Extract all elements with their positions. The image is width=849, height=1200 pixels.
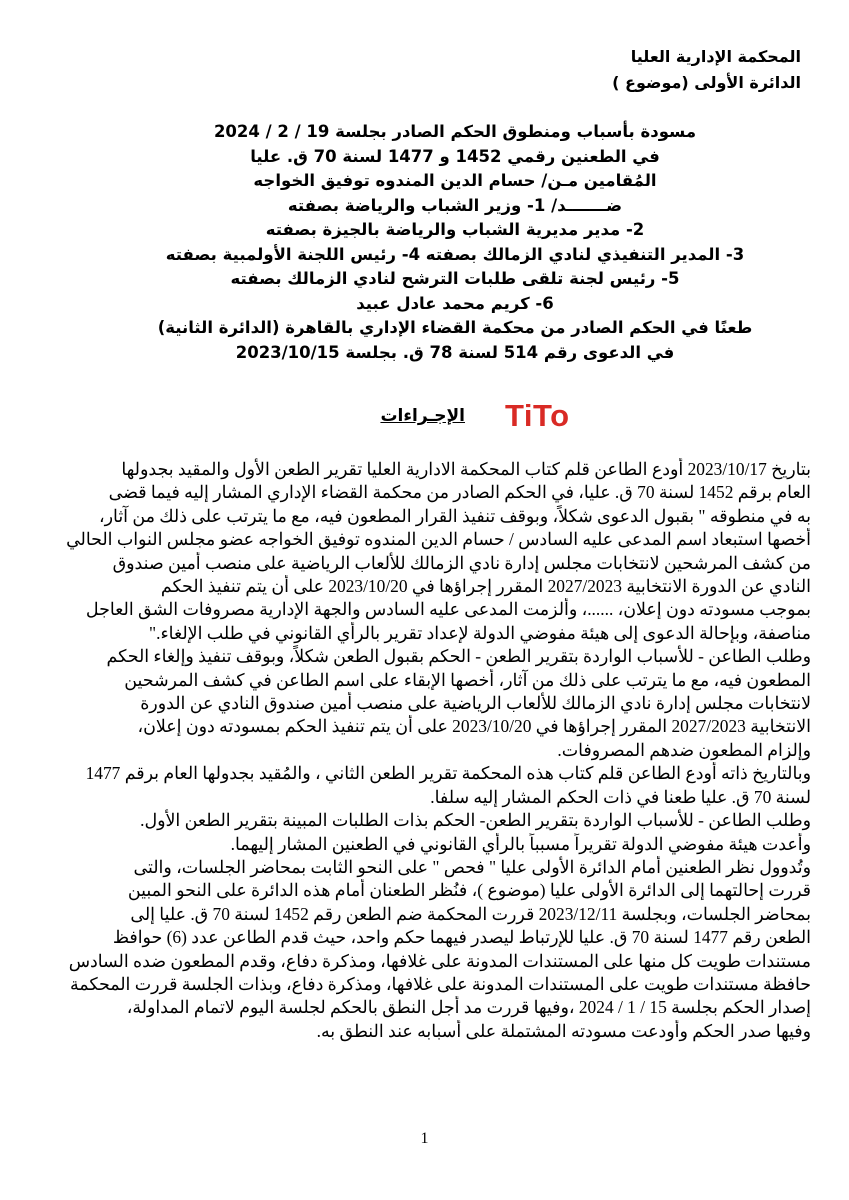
body-line: لانتخابات مجلس إدارة نادي الزمالك للألعاب الرياضية على منصب أمين صندوق النادي عن الدورة bbox=[140, 693, 811, 714]
case-line: المُقامين مـن/ حسام الدين المندوه توفيق الخواجه bbox=[253, 171, 657, 190]
case-line: 6- كريم محمد عادل عبيد bbox=[356, 293, 554, 313]
body-line: أخصها استبعاد اسم المدعى عليه السادس / حسام الدين المندوه توفيق الخواجه عضو مجلس النواب الحالي bbox=[66, 529, 811, 550]
procedures-heading-row bbox=[0, 398, 849, 438]
body-line: إصدار الحكم بجلسة 15 / 1 / 2024 ،وفيها قررت مد أجل النطق بالحكم لجلسة اليوم لاتمام المداولة، bbox=[126, 997, 811, 1018]
body-line: مستندات طويت كل منها على المستندات المدونة على غلافها، ومذكرة دفاع، وقدم المطعون ضده السادس bbox=[68, 950, 811, 971]
case-details bbox=[150, 120, 760, 365]
body-line: الانتخابية 2027/2023 المقرر إجراؤها في 2023/10/20 على أن يتم تنفيذ الحكم بمسودته دون إعلان، bbox=[137, 716, 811, 737]
body-line: حافظة مستندات طويت على المستندات المدونة على غلافها، ومذكرة دفاع، وبذات الجلسة قررت المحكمة bbox=[69, 973, 811, 994]
case-line: طعنًا في الحكم الصادر من محكمة القضاء الإداري بالقاهرة (الدائرة الثانية) bbox=[157, 318, 753, 337]
body-line: وإلزام المطعون ضدهم المصروفات. bbox=[557, 739, 811, 760]
circuit-name: الدائرة الأولى (موضوع ) bbox=[612, 73, 801, 92]
court-header bbox=[401, 44, 801, 96]
procedures-body bbox=[40, 458, 811, 1043]
body-line: به في منطوقه " بقبول الدعوى شكلاً، وبوقف تنفيذ القرار المطعون فيه، مع ما يترتب على ذلك من آثار، bbox=[99, 505, 811, 526]
case-line: 5- رئيس لجنة تلقى طلبات الترشح لنادي الزمالك بصفته bbox=[230, 269, 680, 288]
body-line: المطعون فيه، مع ما يترتب على ذلك من آثار، أخصها الإبقاء على اسم الطاعن في كشف المرشحين bbox=[124, 669, 811, 690]
body-line: العام برقم 1452 لسنة 70 ق. عليا، في الحكم الصادر من محكمة القضاء الإداري المشار إليه فيما قضى bbox=[108, 482, 811, 503]
body-line: بمحاضر الجلسات، وبجلسة 2023/12/11 قررت المحكمة ضم الطعن رقم 1452 لسنة 70 ق. عليا إلى bbox=[130, 903, 811, 924]
body-line: وبالتاريخ ذاته أودع الطاعن قلم كتاب هذه المحكمة تقرير الطعن الثاني ، والمُقيد بجدولها العام برقم 1477 bbox=[85, 763, 811, 784]
body-line: وفيها صدر الحكم وأودعت مسودته المشتملة على أسبابه عند النطق به. bbox=[316, 1020, 811, 1041]
case-line: ضـــــــد/ 1- وزير الشباب والرياضة بصفته bbox=[287, 195, 623, 215]
case-line: 2- مدير مديرية الشباب والرياضة بالجيزة بصفته bbox=[265, 220, 645, 239]
body-line: قررت إحالتهما إلى الدائرة الأولى عليا (موضوع )، فنُظر الطعنان أمام هذه الدائرة على النحو المبين bbox=[127, 880, 811, 901]
body-line: وطلب الطاعن - للأسباب الواردة بتقرير الطعن - الحكم بقبول الطعن شكلاً، وبوقف تنفيذ وإلغاء الحكم bbox=[106, 646, 811, 667]
body-line: بموجب مسودته دون إعلان، ......، وألزمت المدعى عليه السادس والجهة الإدارية مصروفات الشق العاجل bbox=[85, 599, 811, 620]
court-name: المحكمة الإدارية العليا bbox=[630, 47, 801, 66]
body-line: بتاريخ 2023/10/17 أودع الطاعن قلم كتاب المحكمة الادارية العليا تقرير الطعن الأول والمقيد بجدولها bbox=[121, 459, 811, 479]
body-line: وأعدت هيئة مفوضي الدولة تقريراً مسبباً بالرأي القانوني في الطعنين المشار إليهما. bbox=[230, 833, 811, 854]
case-line: في الطعنين رقمي 1452 و 1477 لسنة 70 ق. عليا bbox=[250, 146, 660, 166]
body-line: وطلب الطاعن - للأسباب الواردة بتقرير الطعن- الحكم بذات الطلبات المبينة بتقرير الطعن الأول. bbox=[140, 810, 811, 831]
tito-logo: TiTo bbox=[505, 398, 570, 433]
body-line: مناصفة، وبإحالة الدعوى إلى هيئة مفوضي الدولة لإعداد تقرير بالرأي القانوني في طلب الإلغاء." bbox=[149, 622, 811, 643]
case-line: في الدعوى رقم 514 لسنة 78 ق. بجلسة 2023/10/15 bbox=[235, 342, 675, 362]
case-line: 3- المدير التنفيذي لنادي الزمالك بصفته 4- رئيس اللجنة الأولمبية بصفته bbox=[165, 244, 745, 264]
body-line: النادي عن الدورة الانتخابية 2027/2023 المقرر إجراؤها في 2023/10/20 على أن يتم تنفيذ الحكم bbox=[160, 576, 811, 597]
case-line: مسودة بأسباب ومنطوق الحكم الصادر بجلسة 19 / 2 / 2024 bbox=[213, 122, 697, 141]
body-line: وتُدوول نظر الطعنين أمام الدائرة الأولى عليا " فحص " على النحو الثابت بمحاضر الجلسات، والتى bbox=[133, 856, 811, 877]
page-number: 1 bbox=[420, 1130, 429, 1147]
procedures-title: الإجـراءات bbox=[380, 406, 465, 426]
body-line: من كشف المرشحين لانتخابات مجلس إدارة نادي الزمالك للألعاب الرياضية على منصب أمين صندوق bbox=[112, 552, 811, 573]
body-line: الطعن رقم 1477 لسنة 70 ق. عليا للإرتباط ليصدر فيهما حكم واحد، حيث قدم الطاعن عدد (6) حوافظ bbox=[112, 927, 811, 948]
body-line: لسنة 70 ق. عليا طعنا في ذات الحكم المشار إليه سلفا. bbox=[430, 786, 811, 807]
